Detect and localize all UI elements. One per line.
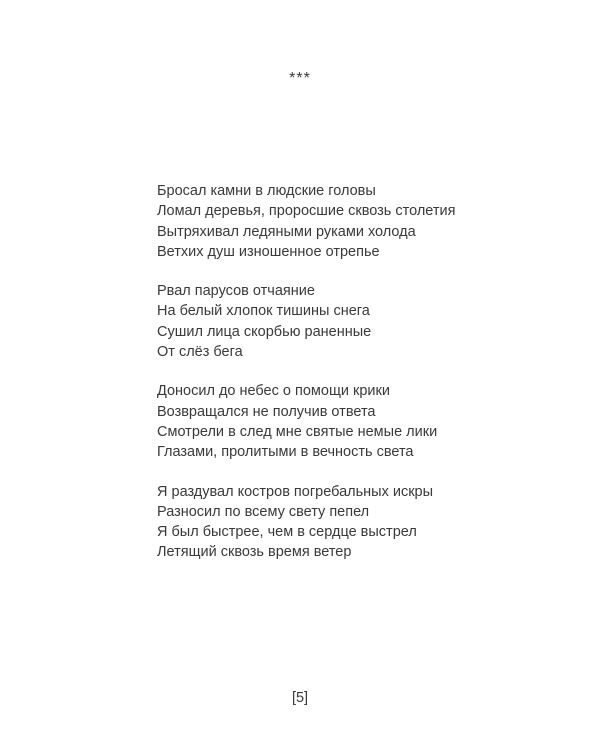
poem-body xyxy=(157,181,577,582)
poem-line: От слёз бега xyxy=(157,344,243,361)
poem-line: Смотрели в след мне святые немые лики xyxy=(157,423,438,440)
stanza-1 xyxy=(157,181,577,262)
poem-line: Доносил до небес о помощи крики xyxy=(157,383,390,400)
poem-line: Сушил лица скорбью раненные xyxy=(157,323,372,340)
poem-line: Летящий сквозь время ветер xyxy=(157,544,352,561)
stanza-2 xyxy=(157,281,577,362)
poem-line: Ломал деревья, проросшие сквозь столетия xyxy=(157,203,456,220)
poem-line: Ветхих душ изношенное отрепье xyxy=(157,243,380,260)
poem-line: Я раздувал костров погребальных искры xyxy=(157,483,434,500)
poem-line: Возвращался не получив ответа xyxy=(157,403,376,420)
poem-line: Я был быстрее, чем в сердце выстрел xyxy=(157,524,417,541)
poem-line: Разносил по всему свету пепел xyxy=(157,503,370,520)
poem-line: Бросал камни в людские головы xyxy=(157,183,376,199)
stanza-3 xyxy=(157,381,577,462)
poem-title: *** xyxy=(289,70,311,87)
poem-line: Рвал парусов отчаяние xyxy=(157,283,315,300)
stanza-4 xyxy=(157,482,577,563)
poem-line: Вытряхивал ледяными руками холода xyxy=(157,223,416,240)
page-number: [5] xyxy=(291,690,309,706)
poem-line: На белый хлопок тишины снега xyxy=(157,303,370,320)
poem-line: Глазами, пролитыми в вечность света xyxy=(157,444,414,461)
